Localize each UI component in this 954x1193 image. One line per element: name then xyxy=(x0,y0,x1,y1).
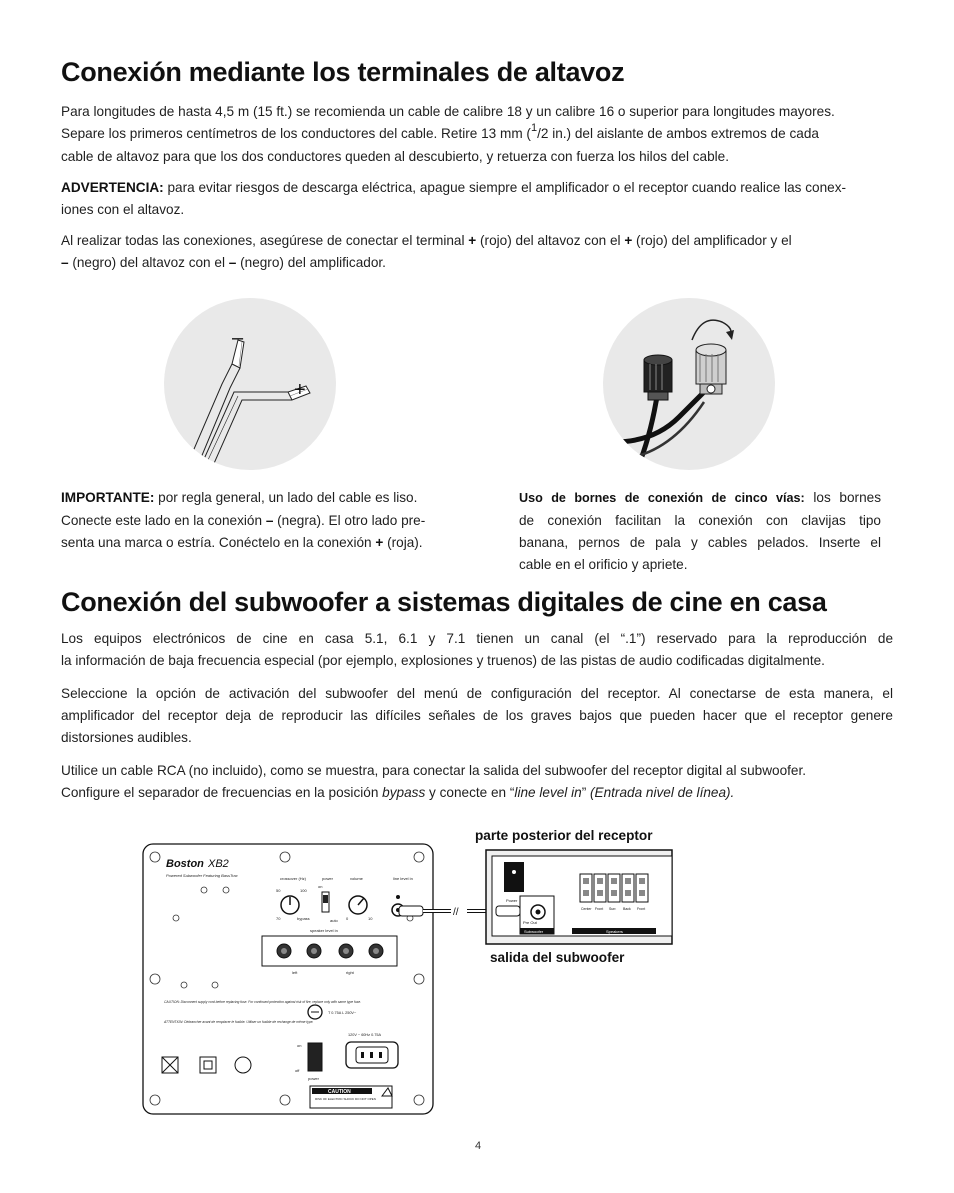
svg-text:100: 100 xyxy=(300,888,307,893)
svg-text:10: 10 xyxy=(368,916,373,921)
important-note: IMPORTANTE: por regla general, un lado del cable es liso. Conecte este lado en la conexión – (negra). El otro lado pre- senta una marca o estría. Conéctelo en la conexión + (roja). xyxy=(61,490,426,550)
page-number: 4 xyxy=(475,1140,482,1152)
binding-post-red xyxy=(696,344,726,394)
section2-para2: Seleccione la opción de activación del subwoofer del menú de configuración del receptor. Al conectarse de esta manera, el amplificador del receptor deja de reproducir las difíciles señales de los graves bajos que pueden hacer que el receptor genere xyxy=(61,686,893,723)
svg-text:Center: Center xyxy=(581,907,592,911)
wire-illustration xyxy=(160,292,350,477)
section2-para1: Los equipos electrónicos de cine en casa 5.1, 6.1 y 7.1 tienen un canal (el “.1”) reservado para la reproducción de xyxy=(61,631,893,646)
sub-out-caption: salida del subwoofer xyxy=(490,950,625,965)
subwoofer-rear-panel xyxy=(140,840,440,1120)
wire-minus-label: – xyxy=(232,327,244,349)
svg-text:Surr.: Surr. xyxy=(609,907,617,911)
binding-circle-bg xyxy=(603,298,775,470)
svg-text:Pre Out: Pre Out xyxy=(523,920,537,925)
svg-text:RISK OF ELECTRIC SHOCK DO NOT: RISK OF ELECTRIC SHOCK DO NOT OPEN xyxy=(315,1097,376,1101)
binding-label: Uso de bornes de conexión de cinco vías: xyxy=(519,491,805,505)
receiver-rear-panel xyxy=(484,848,674,946)
section1-warning: ADVERTENCIA: para evitar riesgos de descarga eléctrica, apague siempre el amplificador o el receptor cuando realice las conex- iones con el altavoz. xyxy=(61,180,847,217)
svg-text:off: off xyxy=(295,1068,300,1073)
svg-text:CAUTION: CAUTION xyxy=(328,1089,351,1095)
svg-text:Front: Front xyxy=(637,907,646,911)
svg-text:power: power xyxy=(308,1076,319,1081)
section2-para3: Utilice un cable RCA (no incluido), como se muestra, para conectar la salida del subwoofer del receptor digital al subwoofer. Configure el separador de frecuencias en la posición bypass y conecte en “line level in” (Entrada nivel de línea). xyxy=(61,763,807,800)
svg-text:Speakers: Speakers xyxy=(606,929,623,934)
wire-plus-label: + xyxy=(294,379,306,401)
svg-text://: // xyxy=(453,907,459,918)
svg-text:Power: Power xyxy=(506,898,518,903)
svg-text:Front: Front xyxy=(595,907,604,911)
panel-subtitle: Powered Subwoofer Featuring BassTrac xyxy=(166,873,238,878)
warning-label: ADVERTENCIA: xyxy=(61,180,164,195)
panel-brand: Boston xyxy=(166,858,204,870)
line-level-in-label: line level in xyxy=(393,876,413,881)
important-label: IMPORTANTE: xyxy=(61,490,155,505)
svg-text:on: on xyxy=(297,1043,302,1048)
crossover-label: crossover (Hz) xyxy=(280,876,307,881)
svg-text:0: 0 xyxy=(346,916,349,921)
volume-label: volume xyxy=(350,876,363,881)
binding-post-note-last: cable en el orificio y apriete. xyxy=(519,557,688,572)
svg-text:Subwoofer: Subwoofer xyxy=(524,929,544,934)
section2-para2c: distorsiones audibles. xyxy=(61,730,192,745)
svg-text:Back: Back xyxy=(623,907,631,911)
svg-text:on: on xyxy=(318,884,323,889)
binding-post-note: Uso de bornes de conexión de cinco vías: los bornes de conexión facilitan la conexión con clavijas tipo banana, pernos de pala y cables pelados. Inserte el xyxy=(519,490,882,550)
section1-polarity: Al realizar todas las conexiones, asegúrese de conectar el terminal + (rojo) del altavoz con el + (rojo) del amplificador y el – (negro) del altavoz con el – (negro) del amplificador. xyxy=(61,233,792,270)
svg-text:right: right xyxy=(346,970,354,975)
svg-text:CAUTION: Disconnect supply cor: CAUTION: Disconnect supply cord before replacing fuse. For continued protection against risk of fire, replace only with same type fuse. xyxy=(164,1000,362,1004)
power-mode-label: power xyxy=(322,876,333,881)
section1-title: Conexión mediante los terminales de altavoz xyxy=(61,57,625,87)
receiver-power-switch[interactable] xyxy=(504,862,524,892)
section2-title: Conexión del subwoofer a sistemas digitales de cine en casa xyxy=(61,587,827,617)
power-rocker-switch[interactable] xyxy=(308,1043,322,1071)
speaker-level-in-label: speaker level in xyxy=(310,928,338,933)
svg-text:bypass: bypass xyxy=(297,916,310,921)
binding-post-black xyxy=(644,355,672,400)
svg-text:50: 50 xyxy=(276,888,281,893)
svg-text:120V ~ 60Hz 0.75A: 120V ~ 60Hz 0.75A xyxy=(348,1033,382,1037)
panel-model: XB2 xyxy=(208,858,229,870)
section1-para1: Para longitudes de hasta 4,5 m (15 ft.) se recomienda un cable de calibre 18 y un calibre 16 o superior para longitudes mayores. Separe los primeros centímetros de los conductores del cable. Retire 13 mm ($^1$/2 in.) del aislante de ambos extremos de cada cable de altavoz para que los dos conductores queden al descubierto, y retuerza con fuerza los hilos del cable. xyxy=(61,104,835,164)
svg-text:T 0.75A L 250V~: T 0.75A L 250V~ xyxy=(328,1011,357,1015)
section2-para1b: la información de baja frecuencia especial (por ejemplo, explosiones y truenos) de las pistas de audio codificadas digitalmente. xyxy=(61,653,825,668)
svg-text:auto: auto xyxy=(330,918,338,923)
svg-text:ATTENTION: Débrancher avant de: ATTENTION: Débrancher avant de remplacer le fusible. Utiliser un fusible de rechange de même type. xyxy=(164,1020,314,1024)
svg-text:70: 70 xyxy=(276,916,281,921)
svg-text:left: left xyxy=(292,970,298,975)
binding-post-illustration xyxy=(594,292,784,477)
wire-circle-bg xyxy=(164,298,336,470)
receiver-caption: parte posterior del receptor xyxy=(475,828,653,843)
